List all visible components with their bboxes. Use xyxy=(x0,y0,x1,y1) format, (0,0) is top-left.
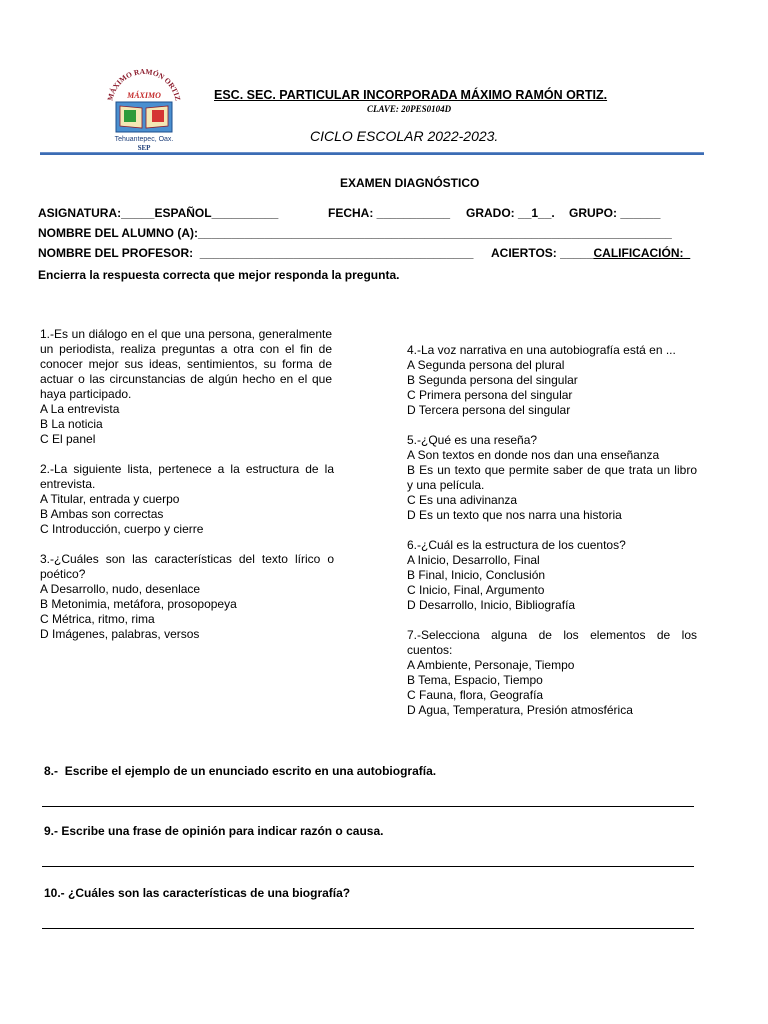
option[interactable]: A Titular, entrada y cuerpo xyxy=(40,492,180,506)
option[interactable]: C Introducción, cuerpo y cierre xyxy=(40,522,204,536)
grupo-value: ______ xyxy=(620,206,661,220)
fecha-field[interactable] xyxy=(328,206,450,220)
question-text: Escribe el ejemplo de un enunciado escrito en una autobiografía. xyxy=(64,764,437,778)
asignatura-field[interactable] xyxy=(38,206,278,220)
question-7 xyxy=(407,628,697,718)
question-number: 8.- xyxy=(44,764,59,778)
logo-text: MÁXIMO RAMÓN ORTIZ xyxy=(105,68,183,102)
profesor-field[interactable] xyxy=(38,246,473,260)
alumno-label: NOMBRE DEL ALUMNO (A): xyxy=(38,226,198,240)
option[interactable]: A Ambiente, Personaje, Tiempo xyxy=(407,658,575,672)
school-year: CICLO ESCOLAR 2022-2023. xyxy=(310,128,499,144)
option[interactable]: B La noticia xyxy=(40,417,103,431)
alumno-field[interactable] xyxy=(38,226,718,240)
school-clave: CLAVE: 20PES0104D xyxy=(367,104,452,114)
school-name: ESC. SEC. PARTICULAR INCORPORADA MÁXIMO RAMÓN ORTIZ. xyxy=(214,88,608,102)
option[interactable]: B Es un texto que permite saber de que trata un libro y una película. xyxy=(407,463,697,492)
option[interactable]: D Agua, Temperatura, Presión atmosférica xyxy=(407,703,633,717)
question-text: ¿Cuáles son las características de una biografía? xyxy=(68,886,351,900)
option[interactable]: D Imágenes, palabras, versos xyxy=(40,627,200,641)
option[interactable]: C Fauna, flora, Geografía xyxy=(407,688,544,702)
question-1 xyxy=(40,327,332,447)
option[interactable]: B Metonimia, metáfora, prosopopeya xyxy=(40,597,237,611)
question-number: 10.- xyxy=(44,886,65,900)
question-text: 4.-La voz narrativa en una autobiografía está en ... xyxy=(407,343,676,357)
answer-line[interactable] xyxy=(42,928,694,929)
answer-line[interactable] xyxy=(42,866,694,867)
calificacion-label: CALIFICACIÓN:_ xyxy=(593,246,691,260)
svg-text:MÁXIMO: MÁXIMO xyxy=(127,91,161,100)
answer-line[interactable] xyxy=(42,806,694,807)
option[interactable]: A Segunda persona del plural xyxy=(407,358,565,372)
open-question-10 xyxy=(44,886,350,900)
fecha-value: ___________ xyxy=(376,206,451,220)
question-text: 1.-Es un diálogo en el que una persona, generalmente un periodista, realiza preguntas a otra con el fin de conocer mejor sus ideas, sentimientos, su forma de actuar o las circunstancias de algún hecho en el que haya participado. xyxy=(40,327,332,401)
option[interactable]: D Tercera persona del singular xyxy=(407,403,571,417)
question-text: 3.-¿Cuáles son las características del texto lírico o poético? xyxy=(40,552,334,581)
question-text: 6.-¿Cuál es la estructura de los cuentos? xyxy=(407,538,626,552)
question-number: 9.- xyxy=(44,824,59,838)
grupo-label: GRUPO: xyxy=(569,206,617,220)
option[interactable]: A Inicio, Desarrollo, Final xyxy=(407,553,540,567)
option[interactable]: B Final, Inicio, Conclusión xyxy=(407,568,546,582)
question-text: 5.-¿Qué es una reseña? xyxy=(407,433,538,447)
asignatura-label: ASIGNATURA: xyxy=(38,206,122,220)
question-text: Escribe una frase de opinión para indicar razón o causa. xyxy=(61,824,384,838)
aciertos-label: ACIERTOS: xyxy=(491,246,557,260)
question-3 xyxy=(40,552,334,642)
profesor-value: _________________________________________ xyxy=(199,246,474,260)
option[interactable]: B Ambas son correctas xyxy=(40,507,164,521)
option[interactable]: D Desarrollo, Inicio, Bibliografía xyxy=(407,598,576,612)
option[interactable]: D Es un texto que nos narra una historia xyxy=(407,508,622,522)
option[interactable]: A Desarrollo, nudo, desenlace xyxy=(40,582,201,596)
instruction: Encierra la respuesta correcta que mejor responda la pregunta. xyxy=(38,268,400,282)
option[interactable]: C Inicio, Final, Argumento xyxy=(407,583,545,597)
alumno-value: _______________________________________________________________________ xyxy=(197,226,672,240)
question-5 xyxy=(407,433,697,523)
aciertos-value: _____ xyxy=(560,246,594,260)
aciertos-field[interactable] xyxy=(491,246,690,260)
exam-title: EXAMEN DIAGNÓSTICO xyxy=(340,176,480,190)
question-4 xyxy=(407,343,697,418)
option[interactable]: B Segunda persona del singular xyxy=(407,373,578,387)
option[interactable]: A La entrevista xyxy=(40,402,120,416)
question-6 xyxy=(407,538,697,613)
logo-subtitle: Tehuantepec, Oax. xyxy=(114,136,174,143)
grado-value: __1__. xyxy=(518,206,555,220)
option[interactable]: C El panel xyxy=(40,432,96,446)
option[interactable]: A Son textos en donde nos dan una enseñanza xyxy=(407,448,660,462)
option[interactable]: C Es una adivinanza xyxy=(407,493,518,507)
fecha-label: FECHA: xyxy=(328,206,374,220)
profesor-label: NOMBRE DEL PROFESOR: xyxy=(38,246,194,260)
school-logo xyxy=(102,68,186,152)
grupo-field[interactable] xyxy=(569,206,660,220)
question-2 xyxy=(40,462,334,537)
open-question-8 xyxy=(44,764,436,778)
logo-sep: SEP xyxy=(137,144,151,152)
option[interactable]: B Tema, Espacio, Tiempo xyxy=(407,673,543,687)
grado-label: GRADO: xyxy=(466,206,515,220)
header-divider xyxy=(40,152,704,155)
grado-field[interactable] xyxy=(466,206,555,220)
question-text: 7.-Selecciona alguna de los elementos de los cuentos: xyxy=(407,628,697,657)
question-text: 2.-La siguiente lista, pertenece a la estructura de la entrevista. xyxy=(40,462,334,491)
option[interactable]: C Métrica, ritmo, rima xyxy=(40,612,155,626)
open-question-9 xyxy=(44,824,383,838)
option[interactable]: C Primera persona del singular xyxy=(407,388,573,402)
asignatura-value: _____ESPAÑOL__________ xyxy=(121,206,279,220)
